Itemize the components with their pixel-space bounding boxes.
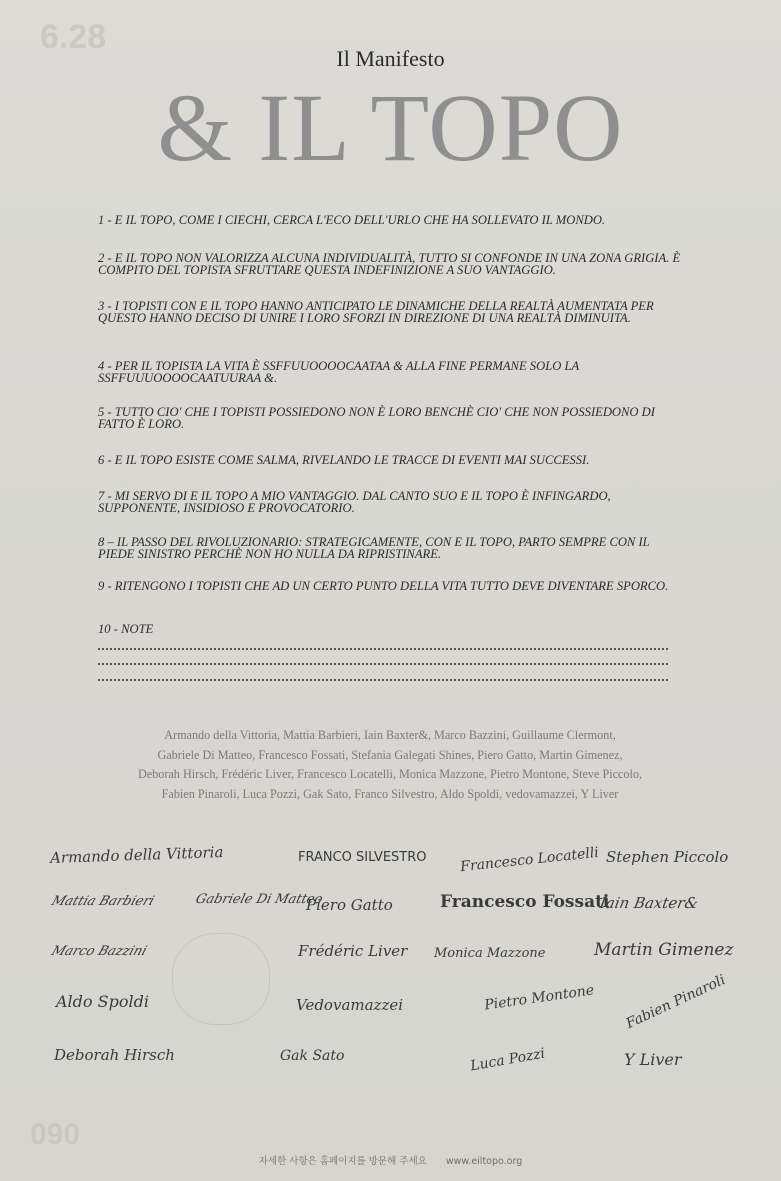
signature: Gak Sato [280, 1048, 345, 1064]
signatory-names [110, 726, 670, 804]
signature: Armando della Vittoria [49, 842, 224, 868]
notes-line [98, 679, 668, 681]
bleed-through-text: 090 [30, 1118, 81, 1151]
manifesto-item: 6 - E IL TOPO ESISTE COME SALMA, RIVELANDO LE TRACCE DI EVENTI MAI SUCCESSI. [98, 453, 590, 467]
signature: Iain Baxter& [598, 894, 700, 912]
signature: Luca Pozzi [469, 1045, 547, 1075]
bleed-through-text: 6.28 [40, 18, 107, 56]
notes-label: 10 - NOTE [98, 622, 154, 636]
notes-line [98, 663, 668, 665]
manifesto-item: 2 - E IL TOPO NON VALORIZZA ALCUNA INDIVIDUALITÀ, TUTTO SI CONFONDE IN UNA ZONA GRIGIA. È COMPITO DEL TOPISTA SFRUTTARE QUESTA INDEFINIZIONE A SUO VANTAGGIO. [98, 251, 681, 277]
signature: Fabien Pinaroli [623, 972, 728, 1032]
notes-line [98, 648, 668, 650]
page-title: & IL TOPO [157, 74, 624, 181]
signature: Aldo Spoldi [56, 992, 149, 1011]
signatory-line: Armando della Vittoria, Mattia Barbieri, Iain Baxter&, Marco Bazzini, Guillaume Clermont, [164, 728, 616, 742]
signature: Pietro Montone [483, 982, 596, 1014]
footer-url[interactable]: www.eiltopo.org [445, 1156, 523, 1167]
signature: Marco Bazzini [49, 944, 149, 959]
signatory-line: Fabien Pinaroli, Luca Pozzi, Gak Sato, Franco Silvestro, Aldo Spoldi, vedovamazzei, Y Liver [161, 786, 619, 801]
signature: Monica Mazzone [434, 946, 546, 961]
signature: Vedovamazzei [296, 996, 404, 1014]
seal-stamp [172, 933, 270, 1025]
manifesto-item: 8 – IL PASSO DEL RIVOLUZIONARIO: STRATEGICAMENTE, CON E IL TOPO, PARTO SEMPRE CON IL PIEDE SINISTRO PERCHÈ NON HO NULLA DA RIPRISTINARE. [98, 535, 650, 561]
manifesto-item: 4 - PER IL TOPISTA LA VITA È SSFFUUOOOOCAATAA & ALLA FINE PERMANE SOLO LA SSFFUUUOOOOCAATUURAA &. [98, 359, 579, 385]
signature: Francesco Fossati [440, 892, 610, 912]
signatory-line: Deborah Hirsch, Frédéric Liver, Francesco Locatelli, Monica Mazzone, Pietro Montone, Steve Piccolo, [137, 767, 643, 781]
page-subtitle: Il Manifesto [336, 46, 445, 71]
signature: Gabriele Di Matteo [193, 892, 325, 907]
manifesto-item: 3 - I TOPISTI CON E IL TOPO HANNO ANTICIPATO LE DINAMICHE DELLA REALTÀ AUMENTATA PER QUESTO HANNO DECISO DI UNIRE I LORO SFORZI IN DIREZIONE DI UNA REALTÀ DIMINUITA. [98, 299, 654, 325]
signature: Francesco Locatelli [459, 844, 600, 876]
signatory-line: Gabriele Di Matteo, Francesco Fossati, Stefania Galegati Shines, Piero Gatto, Martin Gimenez, [157, 747, 623, 762]
manifesto-item: 7 - MI SERVO DI E IL TOPO A MIO VANTAGGIO. DAL CANTO SUO E IL TOPO È INFINGARDO, SUPPONENTE, INSIDIOSO E PROVOCATORIO. [98, 489, 611, 515]
signature: Y Liver [624, 1050, 682, 1069]
signature: Frédéric Liver [298, 942, 408, 960]
signature: Martin Gimenez [594, 940, 734, 960]
signature: Mattia Barbieri [49, 894, 157, 909]
signature: Piero Gatto [306, 896, 393, 914]
manifesto-item: 1 - E IL TOPO, COME I CIECHI, CERCA L'ECO DELL'URLO CHE HA SOLLEVATO IL MONDO. [98, 213, 606, 227]
manifesto-item: 5 - TUTTO CIO' CHE I TOPISTI POSSIEDONO NON È LORO BENCHÈ CIO' CHE NON POSSIEDONO DI FATTO È LORO. [98, 405, 655, 431]
footer-notice: 자세한 사항은 홈페이지를 방문해 주세요 [258, 1156, 427, 1167]
signature: Deborah Hirsch [54, 1046, 175, 1064]
signature: Stephen Piccolo [606, 848, 729, 866]
signature: FRANCO SILVESTRO [298, 850, 427, 865]
page-footer [0, 1153, 781, 1167]
manifesto-item: 9 - RITENGONO I TOPISTI CHE AD UN CERTO PUNTO DELLA VITA TUTTO DEVE DIVENTARE SPORCO. [98, 579, 669, 593]
